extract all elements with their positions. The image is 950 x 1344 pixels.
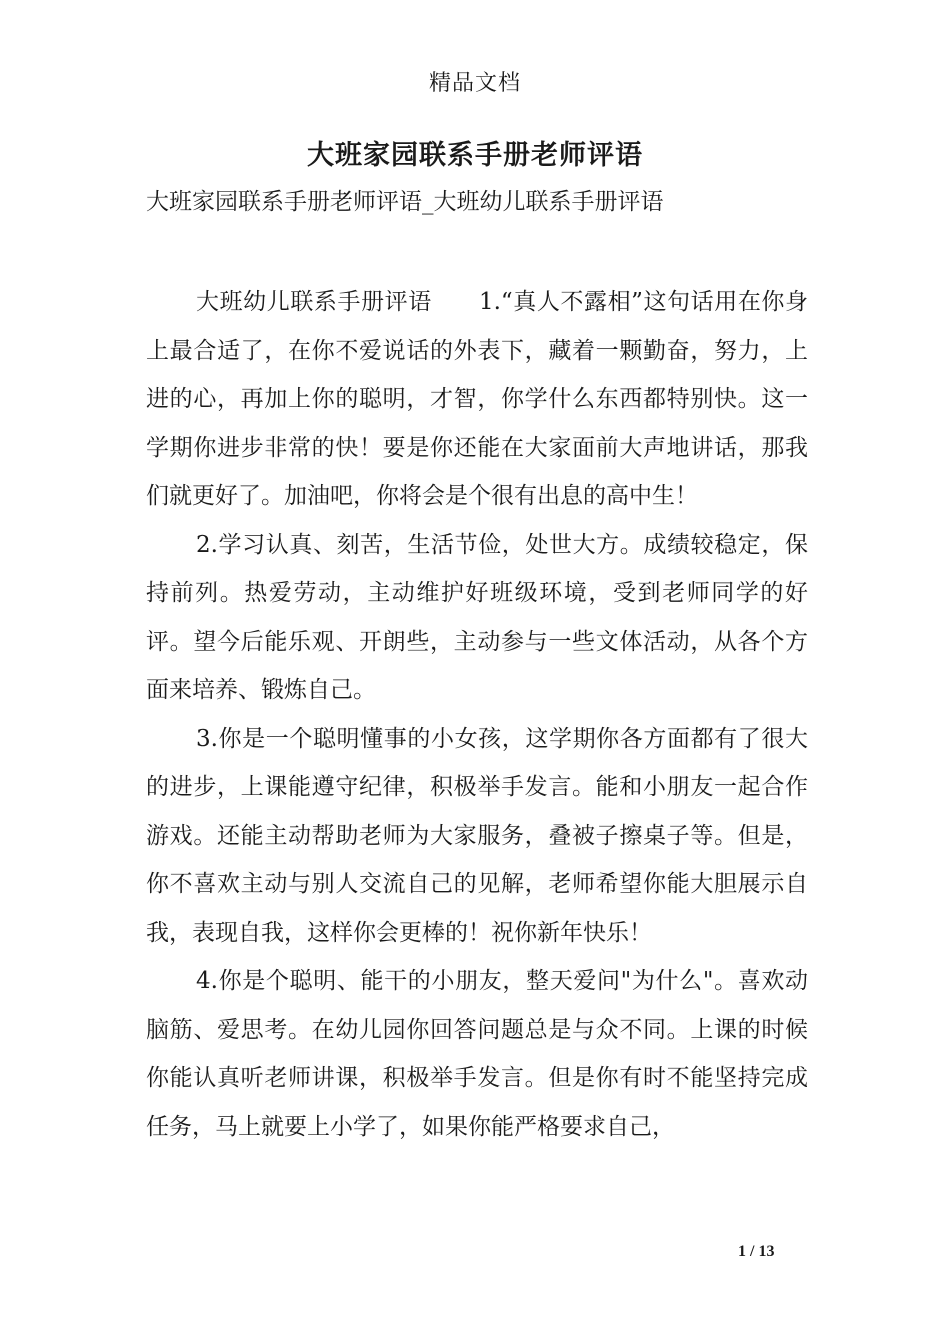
paragraph-2: 2.学习认真、刻苦，生活节俭，处世大方。成绩较稳定，保持前列。热爱劳动，主动维护好班级环境，受到老师同学的好评。望今后能乐观、开朗些，主动参与一些文体活动，从各个方面来培养、锻炼自己。 [146, 531, 808, 703]
paragraph-1: 大班幼儿联系手册评语 1.“真人不露相”这句话用在你身上最合适了，在你不爱说话的外表下，藏着一颗勤奋，努力，上进的心，再加上你的聪明，才智，你学什么东西都特别快。这一学期你进步非常的快！要是你还能在大家面前大声地讲话，那我们就更好了。加油吧，你将会是个很有出息的高中生！ [146, 289, 808, 509]
document-title: 大班家园联系手册老师评语 [307, 140, 643, 171]
paragraph-3: 3.你是一个聪明懂事的小女孩，这学期你各方面都有了很大的进步，上课能遵守纪律，积极举手发言。能和小朋友一起合作游戏。还能主动帮助老师为大家服务，叠被子擦桌子等。但是，你不喜欢主动与别人交流自己的见解，老师希望你能大胆展示自我，表现自我，这样你会更棒的！祝你新年快乐！ [146, 725, 808, 946]
document-subtitle: 大班家园联系手册老师评语_大班幼儿联系手册评语 [146, 189, 664, 215]
page-header: 精品文档 [428, 71, 521, 96]
document-body [146, 278, 808, 1151]
paragraph-4: 4.你是个聪明、能干的小朋友，整天爱问"为什么"。喜欢动脑筋、爱思考。在幼儿园你回答问题总是与众不同。上课的时候你能认真听老师讲课，积极举手发言。但是你有时不能坚持完成任务，马上就要上小学了，如果你能严格要求自己， [146, 968, 808, 1140]
page-number: 1 / 13 [738, 1243, 775, 1260]
